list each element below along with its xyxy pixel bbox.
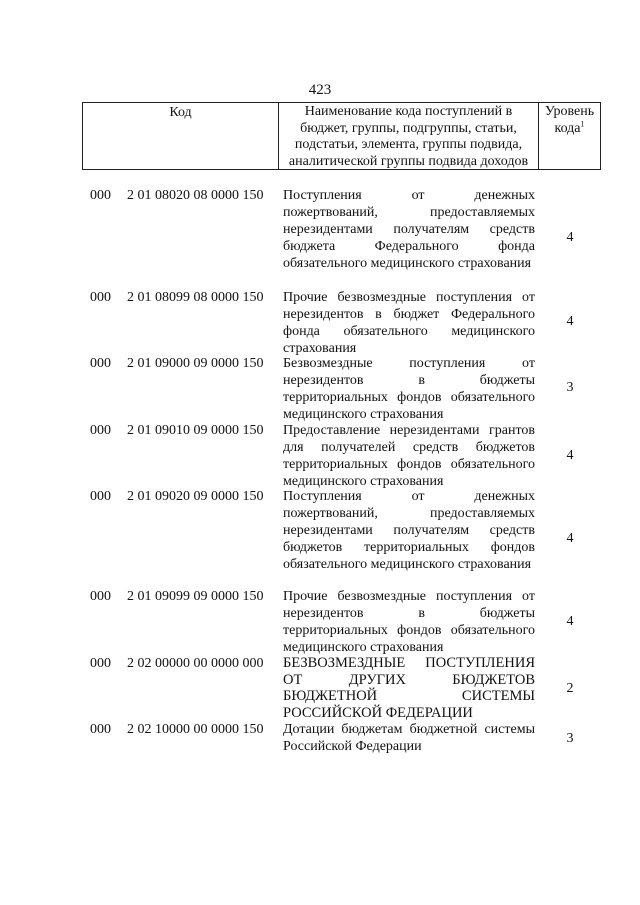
admin-code: 000 <box>90 489 111 504</box>
header-level-label: Уровень кода <box>544 104 595 136</box>
admin-code: 000 <box>90 188 111 203</box>
code-level: 2 <box>566 681 574 696</box>
income-name: Поступления от денежных пожертвований, предоставляемых нерезидентами получателям средств бюджета Федерального фонда обязательного медицинского страхования <box>283 188 535 271</box>
income-name: Прочие безвозмездные поступления от нерезидентов в бюджеты территориальных фондов обязательного медицинского страхования <box>283 589 535 655</box>
header-level <box>539 103 601 169</box>
admin-code: 000 <box>90 423 111 438</box>
income-name: Поступления от денежных пожертвований, предоставляемых нерезидентами получателям средств бюджетов территориальных фондов обязательного медицинского страхования <box>283 489 535 572</box>
code-level: 4 <box>566 614 574 629</box>
income-code: 2 01 08020 08 0000 150 <box>127 188 264 203</box>
admin-code: 000 <box>90 656 111 671</box>
income-code: 2 01 09099 09 0000 150 <box>127 589 264 604</box>
page-number: 423 <box>308 82 332 98</box>
code-level: 3 <box>566 731 574 746</box>
income-name: Прочие безвозмездные поступления от нерезидентов в бюджет Федерального фонда обязательного медицинского страхования <box>283 290 535 356</box>
admin-code: 000 <box>90 722 111 737</box>
income-code: 2 01 09020 09 0000 150 <box>127 489 264 504</box>
code-level: 3 <box>566 380 574 395</box>
code-level: 4 <box>566 531 574 546</box>
income-code: 2 02 10000 00 0000 150 <box>127 722 264 737</box>
admin-code: 000 <box>90 589 111 604</box>
header-code: Код <box>82 103 278 169</box>
table-header <box>82 102 601 170</box>
header-name: Наименование кода поступлений в бюджет, группы, подгруппы, статьи, подстатьи, элемента, группы подвида, аналитической группы подвида доходов <box>278 103 539 169</box>
admin-code: 000 <box>90 356 111 371</box>
header-level-footnote: 1 <box>580 118 585 128</box>
income-code: 2 01 09010 09 0000 150 <box>127 423 264 438</box>
income-name: Дотации бюджетам бюджетной системы Российской Федерации <box>283 722 535 754</box>
income-name: Безвозмездные поступления от нерезидентов в бюджеты территориальных фондов обязательного медицинского страхования <box>283 356 535 422</box>
income-code: 2 02 00000 00 0000 000 <box>127 656 264 671</box>
income-name: БЕЗВОЗМЕЗДНЫЕ ПОСТУПЛЕНИЯ ОТ ДРУГИХ БЮДЖЕТОВ БЮДЖЕТНОЙ СИСТЕМЫ РОССИЙСКОЙ ФЕДЕРАЦИИ <box>283 655 535 721</box>
code-level: 4 <box>566 230 574 245</box>
income-code: 2 01 09000 09 0000 150 <box>127 356 264 371</box>
income-code: 2 01 08099 08 0000 150 <box>127 290 264 305</box>
code-level: 4 <box>566 314 574 329</box>
admin-code: 000 <box>90 290 111 305</box>
income-name: Предоставление нерезидентами грантов для получателей средств бюджетов территориальных фондов обязательного медицинского страхования <box>283 423 535 489</box>
code-level: 4 <box>566 448 574 463</box>
